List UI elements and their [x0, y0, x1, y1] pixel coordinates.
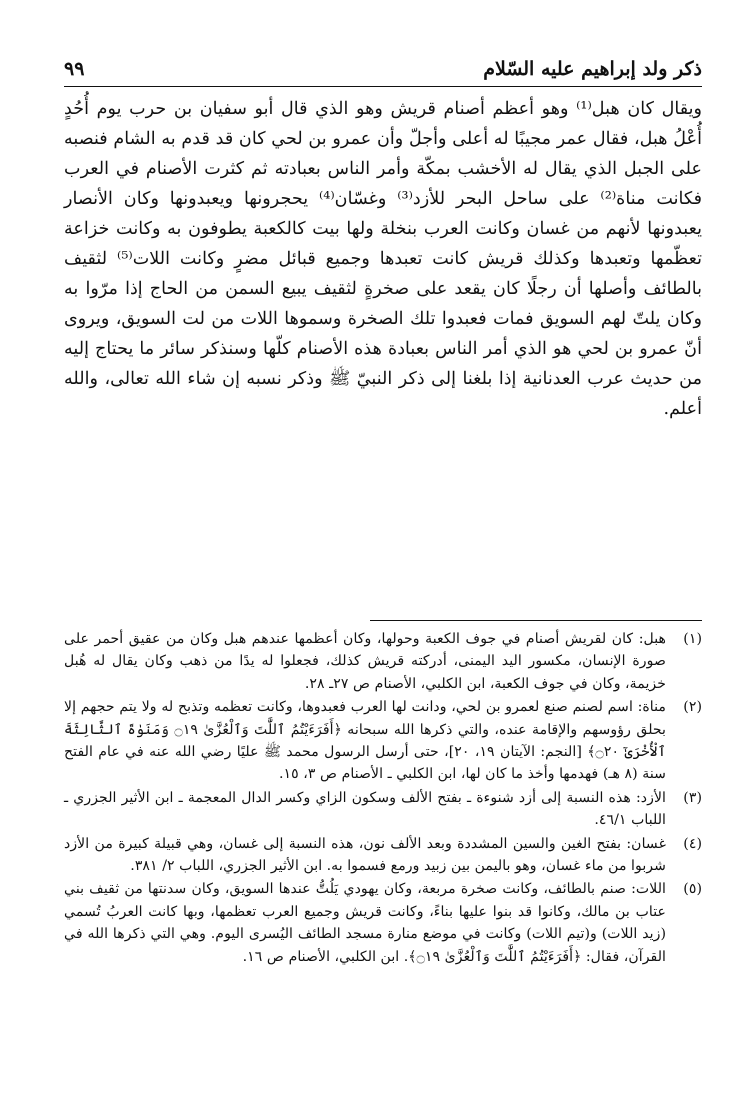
- page-number: ٩٩: [64, 58, 85, 80]
- footnote-5: [64, 878, 702, 968]
- footnote-number: (٤): [683, 835, 702, 852]
- footnote-divider: [370, 620, 702, 621]
- footnote-number: (٣): [683, 789, 702, 806]
- footnote-number: (٥): [683, 881, 702, 898]
- footnote-number: (٢): [683, 699, 702, 716]
- body-paragraph: ويقال كان هبل⁽¹⁾ وهو أعظم أصنام قريش وهو الذي قال أبو سفيان بن حرب يوم أُحُدٍ أُعْلُ هبل، فقال عمر مجيبًا له أعلى وأجلّ وأن عمرو بن لحي كان قد قدم به الشام فنصبه على الجبل الذي يقال له الأخشب بمكّة وأمر الناس بعبادته ثم كثرت الأصنام في العرب فكانت مناة⁽²⁾ على ساحل البحر للأزد⁽³⁾ وغسّان⁽⁴⁾ يحجرونها ويعبدونها وكان الأنصار يعبدونها لأنهم من غسان وكانت العرب بنخلة ولها بيت كالكعبة يطوفون به وكانت خزاعة تعظّمها وتعبدها وكذلك قريش كانت تعبدها وجميع قبائل مضرٍ وكانت اللات⁽⁵⁾ لثقيف بالطائف وأصلها أن رجلًا كان يقعد على صخرةٍ لثقيف يبيع السمن من الحاج إذا مرّوا به وكان يلتّ لهم السويق فمات فعبدوا تلك الصخرة وسموها اللات من لت السويق، ويروى أنّ عمرو بن لحي هو الذي أمر الناس بعبادة هذه الأصنام كلّها وسنذكر سائر ما يحتاج إليه من حديث عرب العدنانية إذا بلغنا إلى ذكر النبيّ ﷺ وذكر نسبه إن شاء الله تعالى، والله أعلم.: [64, 99, 703, 419]
- footnotes: [64, 628, 702, 969]
- footnote-number: (١): [683, 631, 702, 647]
- footnote-4: [64, 833, 702, 878]
- main-text: [64, 94, 702, 424]
- footnote-text: هبل: كان لقريش أصنام في جوف الكعبة وحولها، وكان أعظمها عندهم هبل وكان من عقيق أحمر على صورة الإنسان، مكسور اليد اليمنى، أدركته قريش كذلك، فجعلوا له يدًا من ذهب وكان يقال له هُبل خزيمة، وكان في جوف الكعبة، ابن الكلبي، الأصنام ص ٢٧ـ ٢٨.: [64, 631, 666, 692]
- footnote-1: [64, 628, 702, 695]
- footnote-3: [64, 787, 702, 832]
- footnote-2: [64, 696, 702, 786]
- page-header: [64, 56, 702, 87]
- footnote-text: غسان: بفتح الغين والسين المشددة وبعد الألف نون، هذه النسبة إلى غسان، وهي قبيلة كبيرة من الأزد شربوا من ماء غسان، وهو باليمن بين زبيد ورمع فسموا به. ابن الأثير الجزري، اللباب ٢/ ٣٨١.: [64, 835, 666, 875]
- footnote-text: اللات: صنم بالطائف، وكانت صخرة مربعة، وكان يهودي يَلُتُّ عندها السويق، وكان سدنتها من ثقيف بني عتاب بن مالك، وكانوا قد بنوا عليها بناءً، وكانت قريش وجميع العرب تعظمها، وبها كانت العربُ تُسمي (زيد اللات) و(تيم اللات) وكانت في موضع منارة مسجد الطائف اليُسرى اليوم. وهي التي ذكرها الله في القرآن، فقال: ﴿أَفَرَءَيْتُمُ ٱللَّٰتَ وَٱلْعُزَّىٰ ۝١٩﴾. ابن الكلبي، الأصنام ص ١٦.: [64, 881, 666, 965]
- running-head: ذكر ولد إبراهيم عليه السّلام: [483, 58, 702, 80]
- footnote-text: الأزد: هذه النسبة إلى أزد شنوءة ـ بفتح الألف وسكون الزاي وكسر الدال المعجمة ـ ابن الأثير الجزري ـ اللباب ٤٦/١.: [64, 789, 666, 829]
- footnote-text: مناة: اسم لصنم صنع لعمرو بن لحي، ودانت لها العرب فعبدوها، وكانت تعظمه وتذبح له ولا يتم حجهم إلا بحلق رؤوسهم والإقامة عنده، والتي ذكرها الله سبحانه ﴿أَفَرَءَيْتُمُ ٱللَّٰتَ وَٱلْعُزَّىٰ ۝١٩ وَمَنَوٰةَ ٱلثَّالِثَةَ ٱلْأُخْرَىٰٓ ۝٢٠﴾ [النجم: الآيتان ١٩، ٢٠]، حتى أرسل الرسول محمد ﷺ عليًا رضي الله عنه في عام الفتح سنة (٨ هـ) فهدمها وأخذ ما كان لها، ابن الكلبي ـ الأصنام ص ٣، ١٥.: [64, 699, 667, 783]
